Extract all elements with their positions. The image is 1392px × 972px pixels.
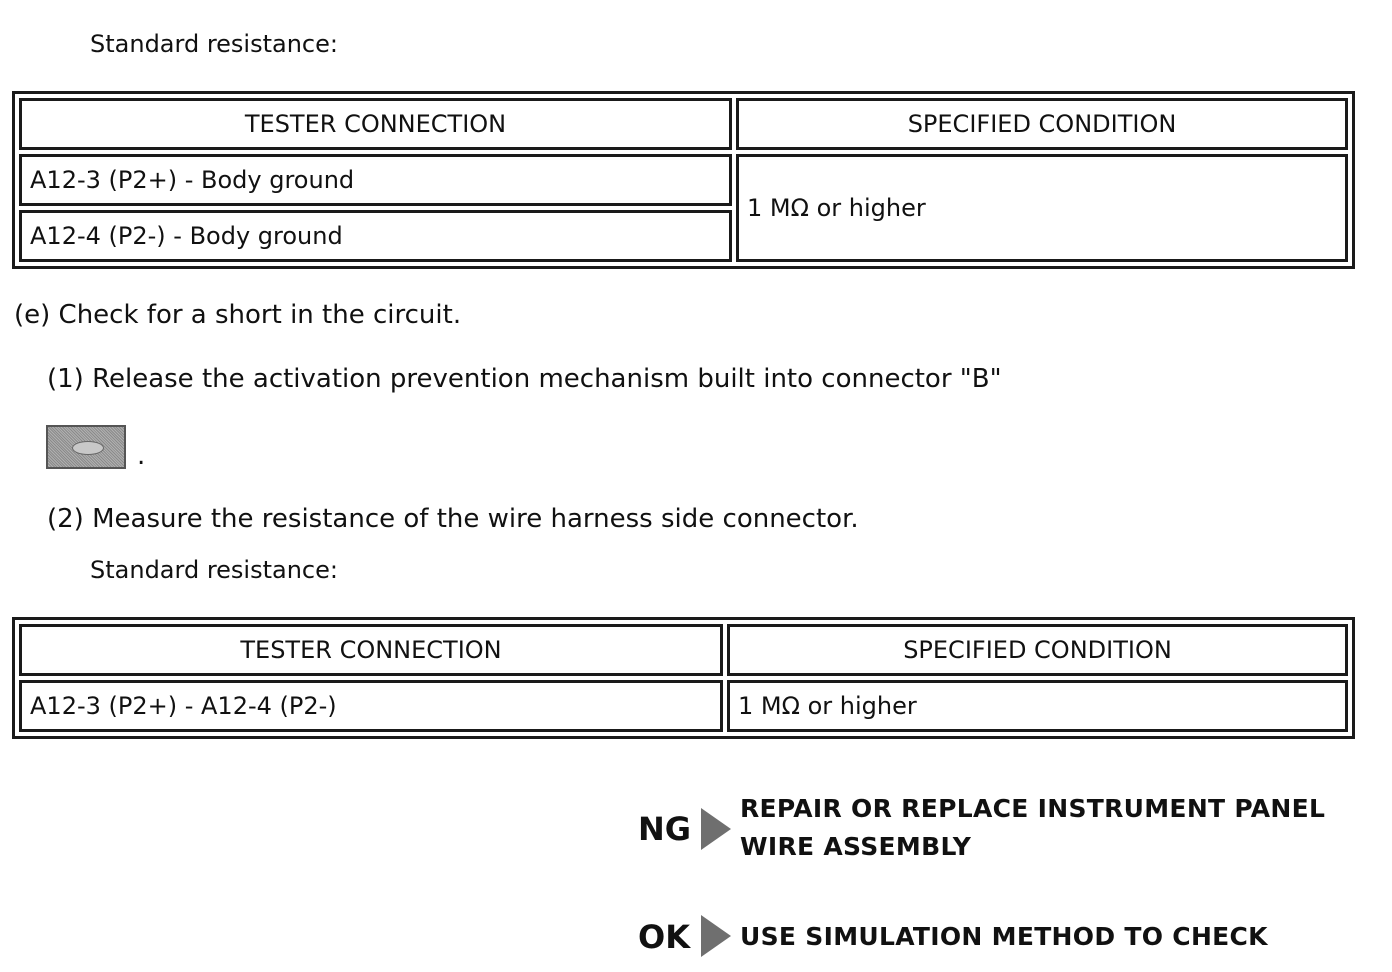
ok-code: OK — [638, 918, 690, 956]
standard-resistance-label-2: Standard resistance: — [90, 556, 338, 584]
ng-result-link[interactable] — [740, 790, 1325, 866]
connector-b-thumbnail-icon[interactable] — [46, 425, 126, 469]
header-tester-connection-1: TESTER CONNECTION — [19, 98, 732, 150]
table-row-connection: A12-3 (P2+) - Body ground — [19, 154, 732, 206]
ng-code: NG — [638, 810, 692, 848]
header-specified-condition-2: SPECIFIED CONDITION — [727, 624, 1348, 676]
header-specified-condition-1: SPECIFIED CONDITION — [736, 98, 1348, 150]
ok-result-link[interactable]: USE SIMULATION METHOD TO CHECK — [740, 922, 1268, 951]
step-2-text: (2) Measure the resistance of the wire harness side connector. — [47, 504, 859, 534]
resistance-table-2 — [12, 617, 1355, 739]
ng-triangle-right-icon[interactable] — [701, 808, 731, 850]
table-row-connection: A12-3 (P2+) - A12-4 (P2-) — [19, 680, 723, 732]
header-tester-connection-2: TESTER CONNECTION — [19, 624, 723, 676]
step-1-text: (1) Release the activation prevention mechanism built into connector "B" — [47, 364, 1002, 394]
ok-triangle-right-icon[interactable] — [701, 915, 731, 957]
step-e-text: (e) Check for a short in the circuit. — [14, 300, 462, 330]
ng-result-line-1: REPAIR OR REPLACE INSTRUMENT PANEL — [740, 794, 1326, 823]
resistance-table-1 — [12, 91, 1355, 269]
table-cell-condition: 1 MΩ or higher — [727, 680, 1348, 732]
table-row-connection: A12-4 (P2-) - Body ground — [19, 210, 732, 262]
step-1-period: . — [137, 441, 146, 471]
table-cell-condition: 1 MΩ or higher — [736, 154, 1348, 262]
ng-result-line-2: WIRE ASSEMBLY — [740, 832, 972, 861]
standard-resistance-label-1: Standard resistance: — [90, 30, 338, 58]
